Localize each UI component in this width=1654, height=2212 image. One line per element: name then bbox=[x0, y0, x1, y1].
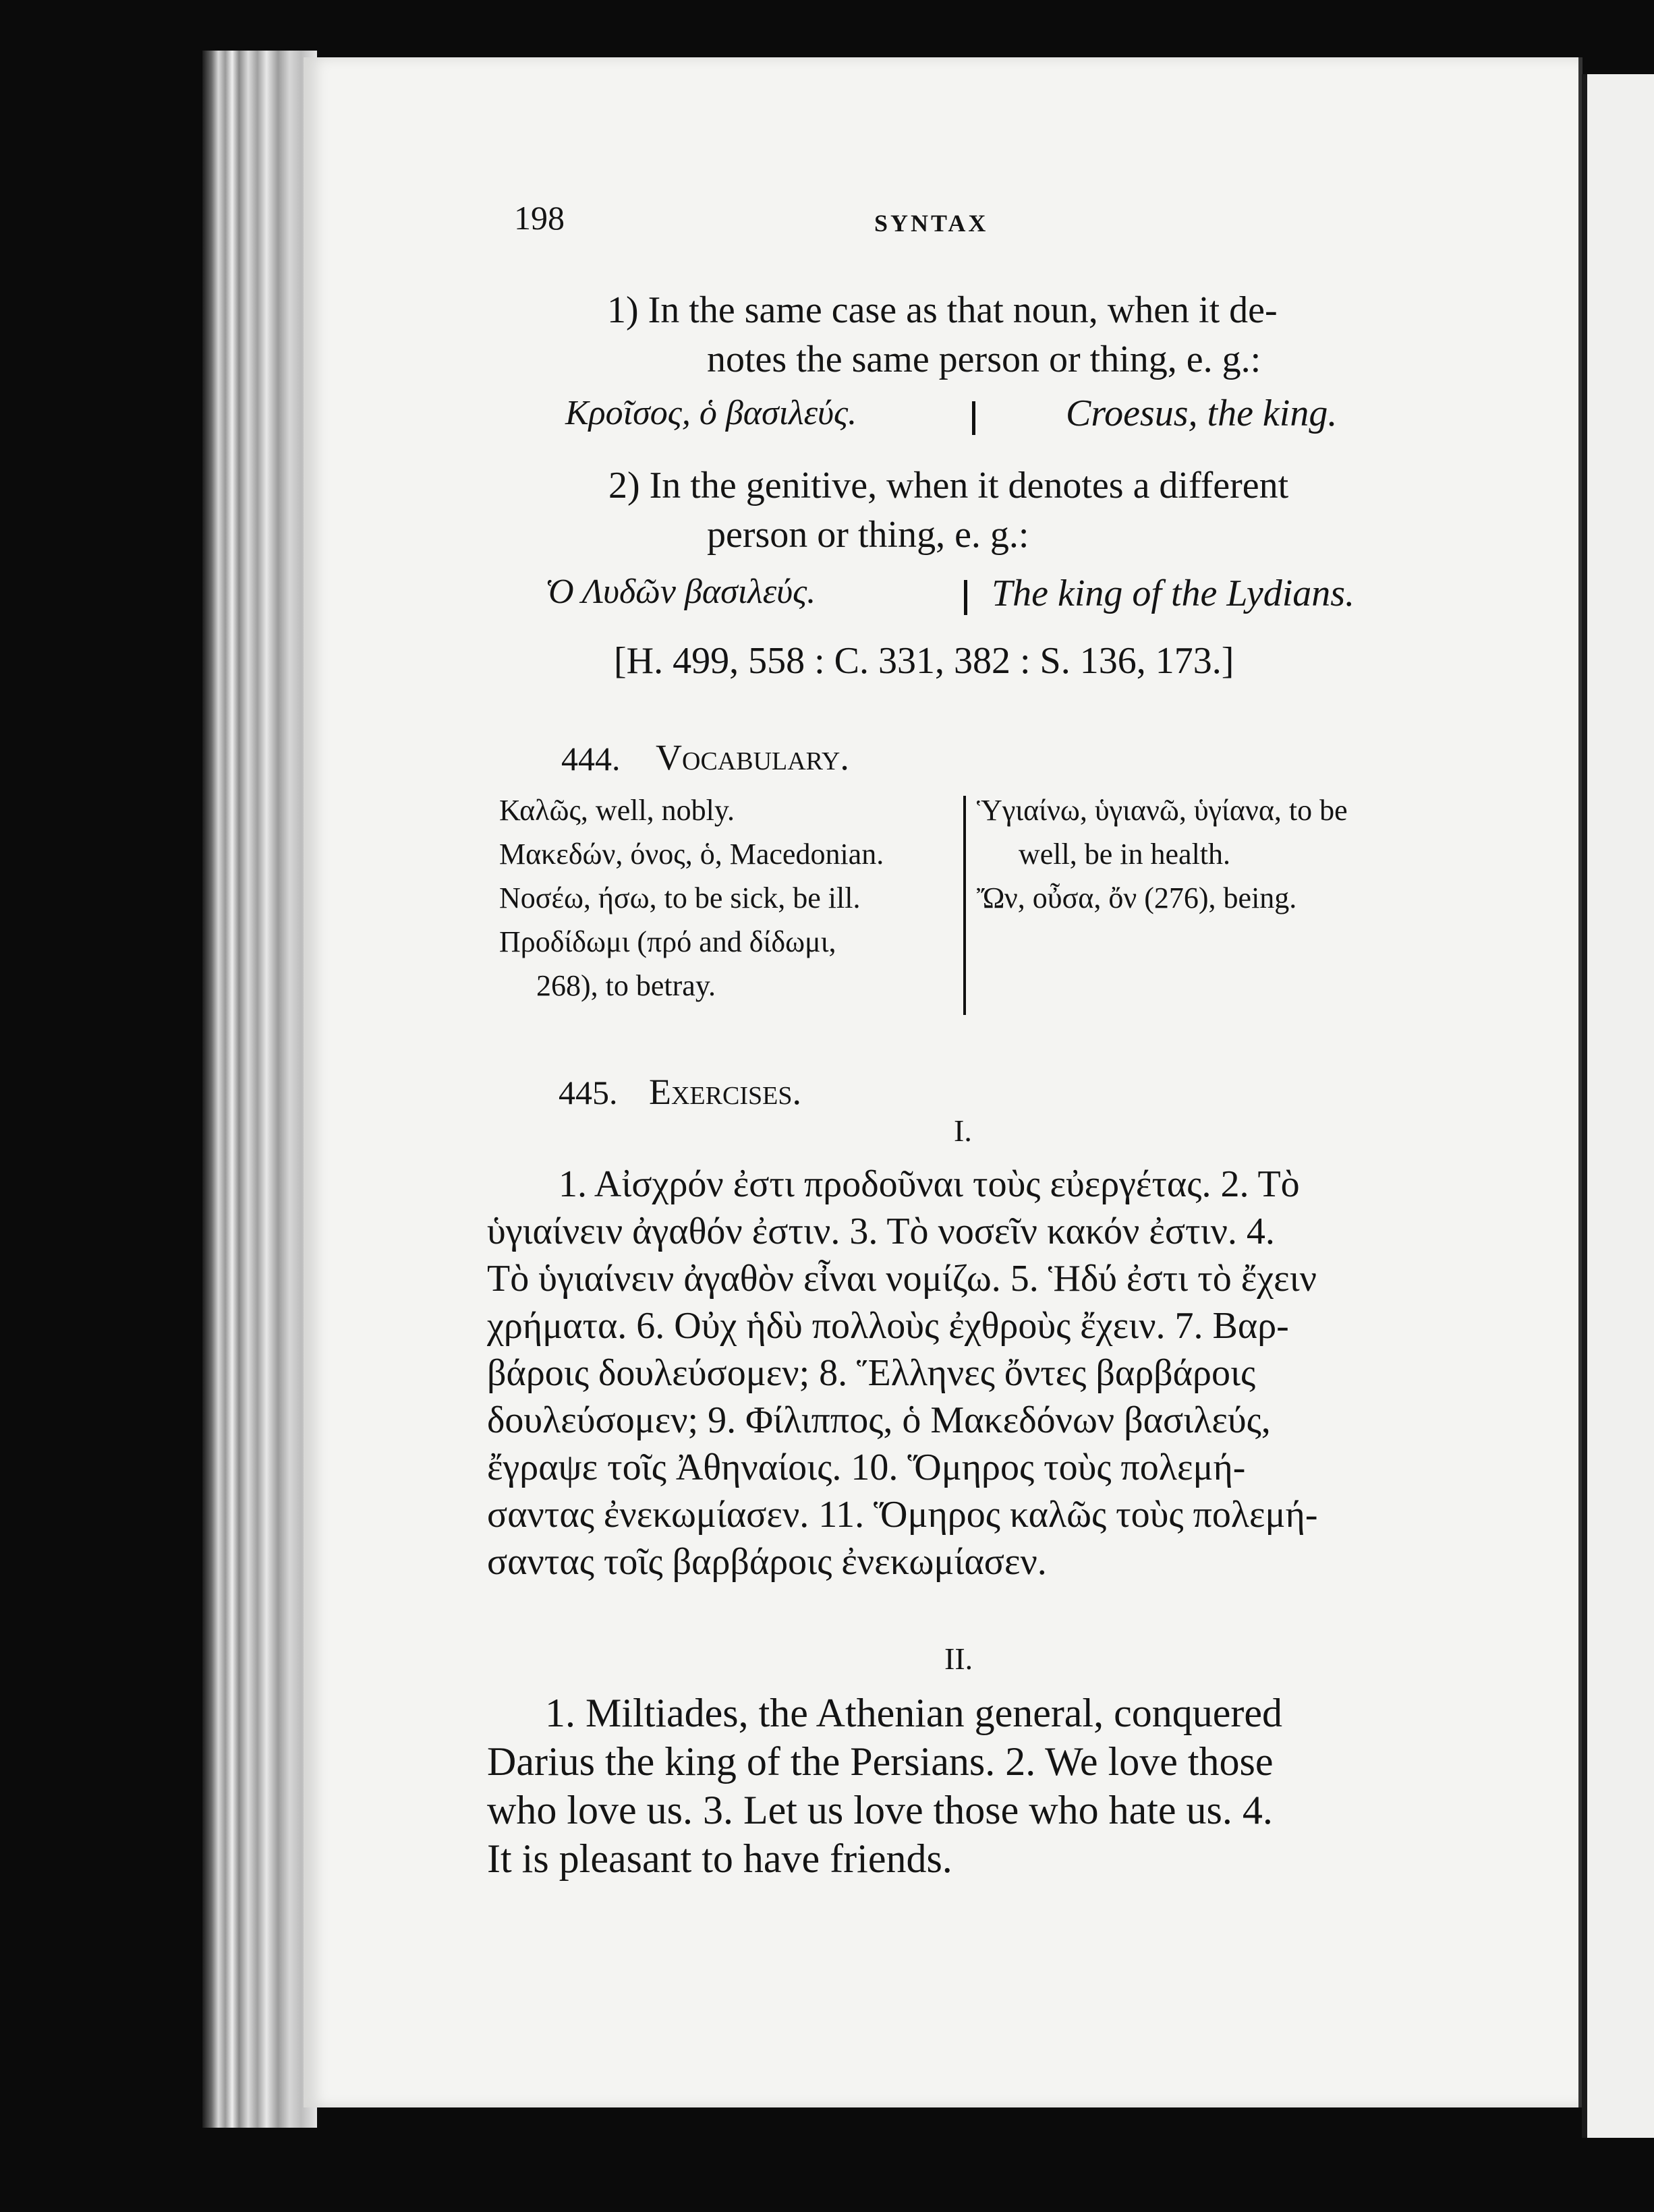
book-spine-edge bbox=[202, 51, 317, 2128]
exercise-line: ἔγραψε τοῖς Ἀθηναίοις. 10. Ὅμηρος τοὺς πολεμή- bbox=[487, 1447, 1246, 1488]
vocabulary-entry: Καλῶς, well, nobly. bbox=[499, 794, 735, 827]
vocabulary-entry: Νοσέω, ήσω, to be sick, be ill. bbox=[499, 881, 861, 914]
vocabulary-entry: 268), to betray. bbox=[536, 969, 716, 1002]
exercise-line: χρήματα. 6. Οὐχ ἡδὺ πολλοὺς ἐχθροὺς ἔχειν. 7. Βαρ- bbox=[487, 1305, 1289, 1347]
rule-2-example-greek: Ὁ Λυδῶν βασιλεύς. bbox=[545, 573, 816, 611]
rule-1-example-english: Croesus, the king. bbox=[1066, 392, 1338, 434]
rule-1-line-1: 1) In the same case as that noun, when it de- bbox=[607, 289, 1278, 331]
exercise-line: 1. Αἰσχρόν ἐστι προδοῦναι τοὺς εὐεργέτας. 2. Τὸ bbox=[559, 1163, 1300, 1205]
vocabulary-entry: Προδίδωμι (πρό and δίδωμι, bbox=[499, 925, 836, 958]
exercise-line: 1. Miltiades, the Athenian general, conquered bbox=[545, 1691, 1282, 1735]
rule-1-line-2: notes the same person or thing, e. g.: bbox=[707, 339, 1261, 380]
vocabulary-entry: Ὤν, οὖσα, ὄν (276), being. bbox=[977, 881, 1297, 914]
rule-2-line-2: person or thing, e. g.: bbox=[707, 514, 1029, 556]
vocabulary-entry: Ὑγιαίνω, ὑγιανῶ, ὑγίανα, to be bbox=[977, 794, 1348, 827]
exercise-line: δουλεύσομεν; 9. Φίλιππος, ὁ Μακεδόνων βασιλεύς, bbox=[487, 1399, 1271, 1441]
exercise-line: Darius the king of the Persians. 2. We love those bbox=[487, 1739, 1274, 1784]
vocabulary-heading: Vocabulary. bbox=[656, 737, 849, 778]
exercise-line: σαντας τοῖς βαρβάροις ἐνεκωμίασεν. bbox=[487, 1541, 1047, 1583]
exercise-line: ὑγιαίνειν ἀγαθόν ἐστιν. 3. Τὸ νοσεῖν κακόν ἐστιν. 4. bbox=[487, 1211, 1275, 1252]
example-divider bbox=[964, 580, 967, 615]
exercise-part-label: I. bbox=[954, 1113, 972, 1148]
running-title: SYNTAX bbox=[874, 210, 989, 237]
rule-2-example-english: The king of the Lydians. bbox=[992, 573, 1355, 614]
grammar-references: [H. 499, 558 : C. 331, 382 : S. 136, 173.] bbox=[614, 640, 1234, 682]
example-divider bbox=[972, 401, 975, 435]
vocabulary-entry: well, be in health. bbox=[1019, 838, 1231, 871]
exercise-line: who love us. 3. Let us love those who hate us. 4. bbox=[487, 1788, 1273, 1832]
exercise-part-label: II. bbox=[944, 1641, 973, 1676]
exercises-heading: Exercises. bbox=[649, 1072, 801, 1112]
vocabulary-number: 444. bbox=[561, 740, 621, 778]
rule-2-line-1: 2) In the genitive, when it denotes a different bbox=[608, 465, 1289, 506]
vocabulary-entry: Μακεδών, όνος, ὁ, Macedonian. bbox=[499, 838, 884, 871]
vocabulary-column-divider bbox=[963, 796, 966, 1015]
exercise-line: Τὸ ὑγιαίνειν ἀγαθὸν εἶναι νομίζω. 5. Ἡδύ ἐστι τὸ ἔχειν bbox=[487, 1258, 1317, 1300]
rule-1-example-greek: Κροῖσος, ὁ βασιλεύς. bbox=[565, 394, 857, 432]
exercise-line: βάροις δουλεύσομεν; 8. Ἕλληνες ὄντες βαρβάροις bbox=[487, 1352, 1256, 1394]
exercise-line: It is pleasant to have friends. bbox=[487, 1836, 952, 1881]
scan-border bbox=[0, 2138, 1654, 2212]
exercises-number: 445. bbox=[559, 1074, 618, 1111]
exercise-line: σαντας ἐνεκωμίασεν. 11. Ὅμηρος καλῶς τοὺς πολεμή- bbox=[487, 1494, 1318, 1536]
page-number: 198 bbox=[514, 199, 565, 237]
facing-page-edge bbox=[1582, 74, 1654, 2138]
